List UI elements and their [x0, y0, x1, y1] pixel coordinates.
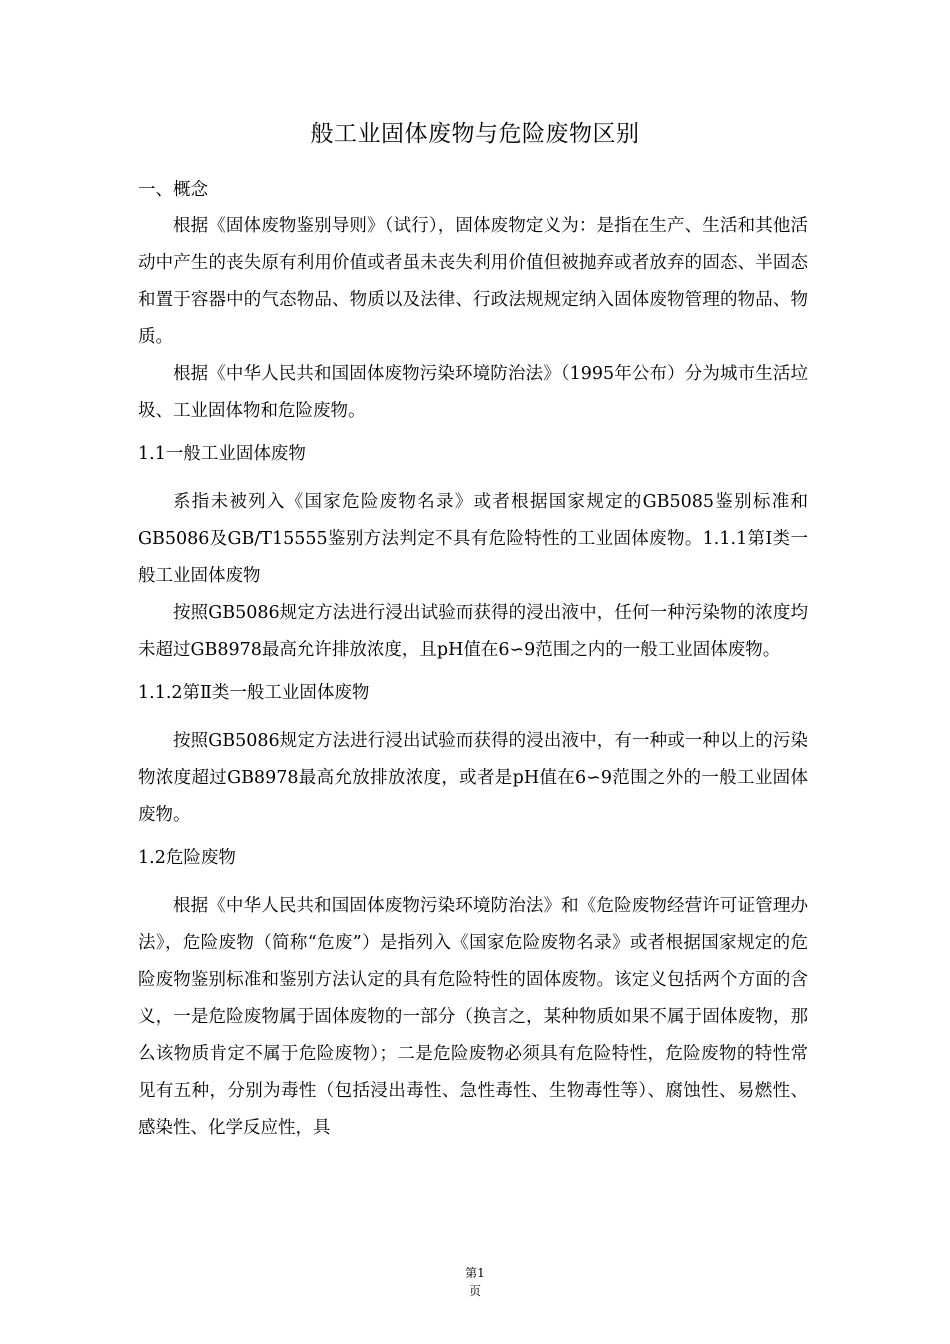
document-body — [138, 172, 808, 1147]
heading-1-1: 1.1一般工业固体废物 — [138, 444, 306, 464]
paragraph-hazardous-waste: 根据《中华人民共和国固体废物污染环境防治法》和《危险废物经营许可证管理办法》，危险废物（简称“危废”）是指列入《国家危险废物名录》或者根据国家规定的危险废物鉴别标准和鉴别方法认定的具有危险特性的固体废物。该定义包括两个方面的含义，一是危险废物属于固体废物的一部分（换言之，某种物质如果不属于固体废物，那么该物质肯定不属于危险废物）；二是危险废物必须具有危险特性，危险废物的特性常见有五种，分别为毒性（包括浸出毒性、急性毒性、生物毒性等）、腐蚀性、易燃性、感染性、化学反应性，具 — [138, 896, 808, 1138]
heading-1-2: 1.2危险废物 — [138, 848, 236, 868]
page-number-line1: 第1 — [465, 1266, 485, 1280]
paragraph-class-1: 按照GB5086规定方法进行浸出试验而获得的浸出液中，任何一种污染物的浓度均未超过GB8978最高允许排放浓度，且pH值在6∽9范围之内的一般工业固体废物。 — [138, 603, 808, 660]
heading-1-1-2: 1.1.2第Ⅱ类一般工业固体废物 — [138, 683, 370, 703]
paragraph-definition: 根据《固体废物鉴别导则》（试行），固体废物定义为：是指在生产、生活和其他活动中产生的丧失原有利用价值或者虽未丧失利用价值但被抛弃或者放弃的固态、半固态和置于容器中的气态物品、物质以及法律、行政法规规定纳入固体废物管理的物品、物质。 — [138, 216, 808, 347]
page-number — [0, 1264, 950, 1300]
paragraph-general-waste: 系指未被列入《国家危险废物名录》或者根据国家规定的GB5085鉴别标准和GB5086及GB/T15555鉴别方法判定不具有危险特性的工业固体废物。1.1.1第Ⅰ类一般工业固体废物 — [138, 492, 808, 586]
paragraph-class-2: 按照GB5086规定方法进行浸出试验而获得的浸出液中，有一种或一种以上的污染物浓度超过GB8978最高允放排放浓度，或者是pH值在6∽9范围之外的一般工业固体废物。 — [138, 731, 808, 825]
heading-concept: 一、概念 — [138, 180, 208, 200]
page-number-line2: 页 — [468, 1284, 481, 1298]
paragraph-classification: 根据《中华人民共和国固体废物污染环境防治法》（1995年公布）分为城市生活垃圾、工业固体物和危险废物。 — [138, 364, 808, 421]
document-title: 般工业固体废物与危险废物区别 — [310, 121, 640, 147]
